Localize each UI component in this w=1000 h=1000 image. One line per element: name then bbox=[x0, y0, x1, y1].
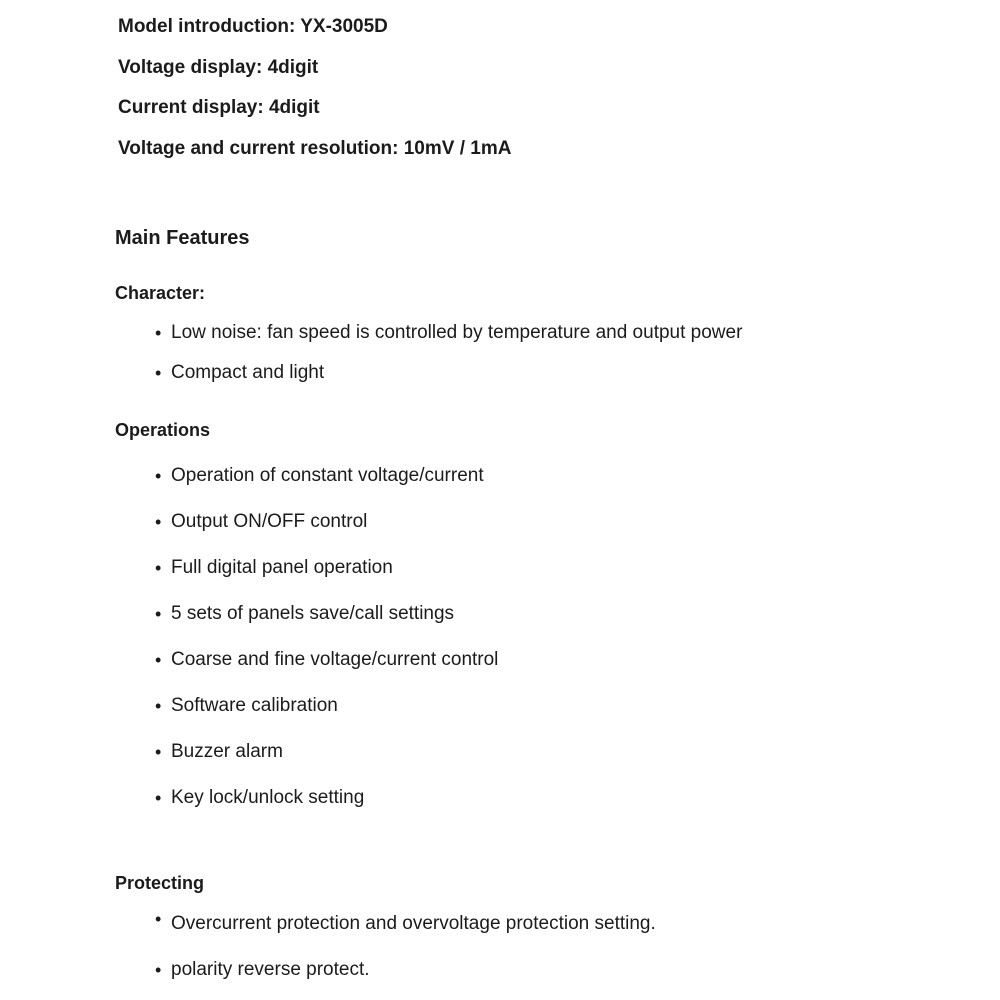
model-introduction: Model introduction: YX-3005D bbox=[118, 16, 388, 37]
list-item-text: Compact and light bbox=[171, 362, 325, 383]
list-item-text: Operation of constant voltage/current bbox=[171, 465, 484, 486]
character-heading: Character: bbox=[115, 283, 206, 303]
list-item bbox=[155, 740, 283, 764]
bullet-icon: • bbox=[155, 788, 162, 808]
bullet-icon: • bbox=[155, 466, 162, 486]
current-display-spec: Current display: 4digit bbox=[118, 97, 320, 118]
bullet-icon: • bbox=[155, 909, 162, 929]
resolution-spec: Voltage and current resolution: 10mV / 1mA bbox=[118, 138, 512, 159]
list-item-text: 5 sets of panels save/call settings bbox=[171, 603, 455, 624]
list-item-text: polarity reverse protect. bbox=[171, 959, 370, 980]
bullet-icon: • bbox=[155, 512, 162, 532]
bullet-icon: • bbox=[155, 960, 162, 980]
list-item-text: Coarse and fine voltage/current control bbox=[171, 649, 499, 670]
list-item-text: Output ON/OFF control bbox=[171, 511, 368, 532]
list-item bbox=[155, 909, 656, 936]
bullet-icon: • bbox=[155, 650, 162, 670]
bullet-icon: • bbox=[155, 323, 162, 343]
protecting-heading: Protecting bbox=[115, 873, 205, 893]
list-item-text: Overcurrent protection and overvoltage protection setting. bbox=[171, 913, 656, 934]
main-features-title: Main Features bbox=[115, 227, 250, 249]
bullet-icon: • bbox=[155, 363, 162, 383]
list-item bbox=[155, 321, 742, 345]
list-item bbox=[155, 556, 393, 580]
list-item-text: Software calibration bbox=[171, 695, 338, 716]
voltage-display-spec: Voltage display: 4digit bbox=[118, 57, 319, 78]
list-item-text: Buzzer alarm bbox=[171, 741, 283, 762]
list-item bbox=[155, 648, 498, 672]
list-item bbox=[155, 361, 324, 385]
list-item bbox=[155, 464, 484, 488]
list-item-text: Full digital panel operation bbox=[171, 557, 393, 578]
bullet-icon: • bbox=[155, 742, 162, 762]
list-item-text: Low noise: fan speed is controlled by temperature and output power bbox=[171, 322, 743, 343]
list-item bbox=[155, 510, 367, 534]
list-item-text: Key lock/unlock setting bbox=[171, 787, 365, 808]
bullet-icon: • bbox=[155, 696, 162, 716]
bullet-icon: • bbox=[155, 604, 162, 624]
list-item bbox=[155, 958, 370, 982]
list-item bbox=[155, 694, 338, 718]
list-item bbox=[155, 602, 454, 626]
list-item bbox=[155, 786, 364, 810]
bullet-icon: • bbox=[155, 558, 162, 578]
operations-heading: Operations bbox=[115, 420, 211, 440]
